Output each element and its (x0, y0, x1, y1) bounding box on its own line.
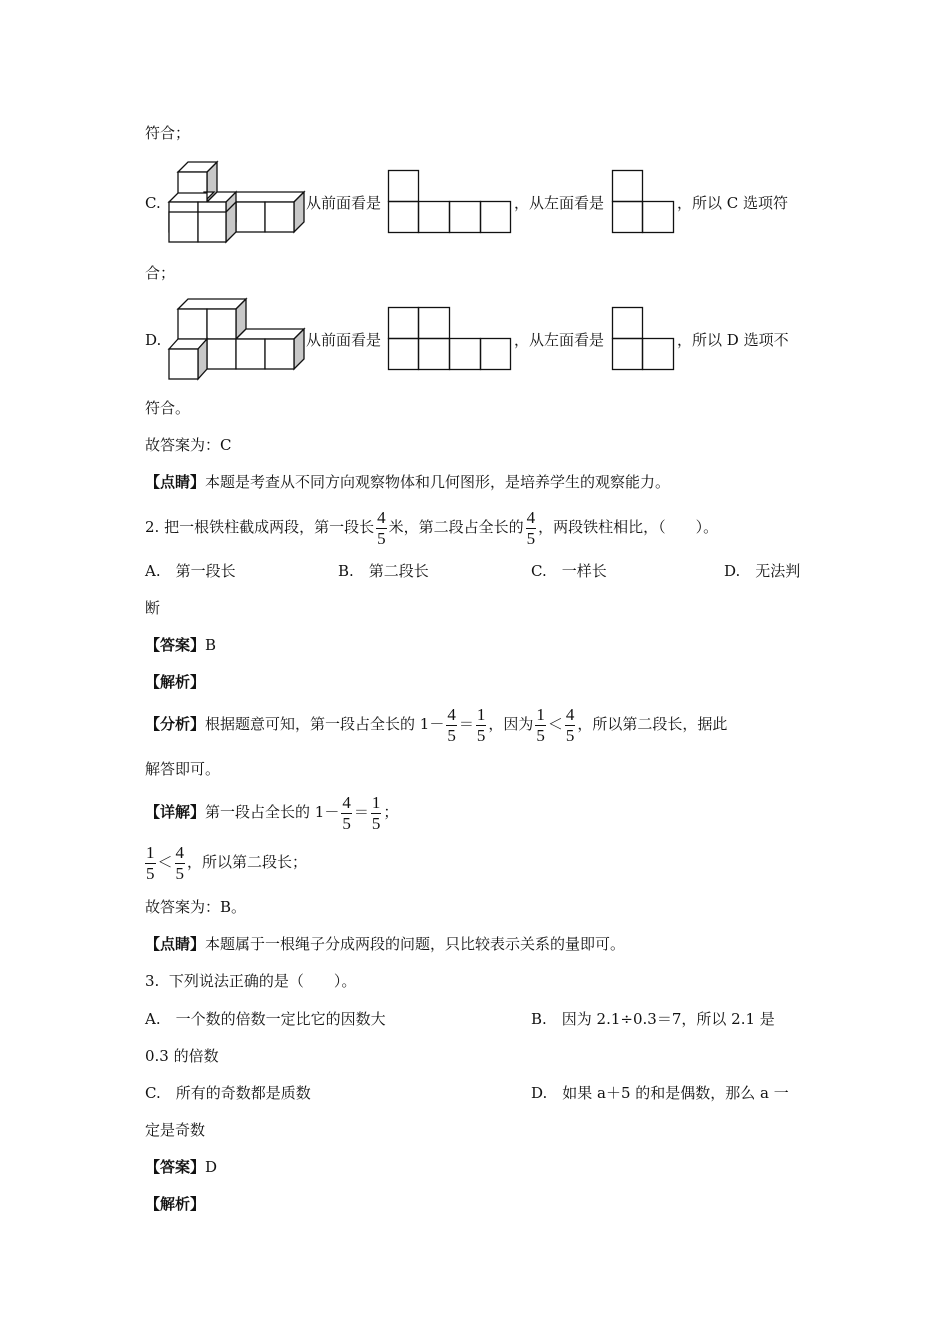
front-view-grid-c (388, 170, 512, 234)
left-view-grid-d (612, 307, 675, 371)
prev-dianjing (145, 472, 670, 492)
front-view-label-c: 从前面看是 (306, 194, 382, 212)
q2-option-b: B. 第二段长 (338, 562, 429, 580)
q3-option-a: A. 一个数的倍数一定比它的因数大 (145, 1010, 386, 1028)
q3-option-b-wrap: 0.3 的倍数 (145, 1047, 219, 1065)
q3-stem: 3. 下列说法正确的是（ ）。 (145, 972, 357, 990)
left-view-label-d: ，从左面看是 (514, 331, 605, 349)
q2-xiangjie: 【详解】第一段占全长的 1－ $\frac{4}{5}$ ＝ $\frac{1}{5}$ ； (145, 792, 399, 833)
option-c-conclusion: ，所以 C 选项符 (677, 194, 789, 212)
q2-option-d: D. 无法判 (724, 562, 801, 580)
cube-figure-c (165, 160, 310, 245)
q3-answer: 【答案】D (145, 1158, 218, 1176)
q3-option-c: C. 所有的奇数都是质数 (145, 1084, 311, 1102)
left-view-label-c: ，从左面看是 (514, 194, 605, 212)
q2-option-wrap: 断 (145, 599, 161, 617)
q2-stem-part2: 米，第二段占全长的 (388, 518, 524, 536)
q2-xiangjie-2: $\frac{1}{5}$ ＜ $\frac{4}{5}$ ，所以第二段长； (146, 842, 308, 883)
text-fuhe-2: 符合。 (145, 399, 191, 417)
q2-stem (145, 505, 718, 549)
q3-option-d: D. 如果 a＋5 的和是偶数，那么 a 一 (531, 1084, 789, 1102)
option-d-conclusion: ，所以 D 选项不 (677, 331, 789, 349)
q2-jiexi: 【解析】 (145, 673, 206, 691)
q2-answer-value: B (205, 636, 217, 654)
q2-number: 2. (145, 518, 160, 536)
text-fuhe-1: 符合； (145, 124, 191, 142)
q3-option-d-wrap: 定是奇数 (145, 1121, 206, 1139)
q2-fenxi: 【分析】根据题意可知，第一段占全长的 1－ $\frac{4}{5}$ ＝ $\frac{1}{5}$ ，因为 $\frac{1}{5}$ ＜ $\frac{4}{5}$ ，所以第二段长，据此 (145, 704, 728, 745)
left-view-grid-c (612, 170, 675, 234)
q3-option-b: B. 因为 2.1÷0.3＝7，所以 2.1 是 (531, 1010, 775, 1028)
q2-option-c: C. 一样长 (531, 562, 607, 580)
q2-final: 故答案为：B。 (145, 898, 247, 916)
q2-option-a: A. 第一段长 (145, 562, 236, 580)
fraction-four-fifths: $\frac{4}{5}$ (377, 507, 386, 548)
q2-stem-part1: 把一根铁柱截成两段，第一段长 (164, 518, 375, 536)
tag-dianjing: 【点睛】 (145, 473, 206, 491)
text-he: 合； (145, 264, 176, 282)
q2-stem-part3: ，两段铁柱相比，（ ）。 (538, 518, 719, 536)
q3-jiexi: 【解析】 (145, 1195, 206, 1213)
front-view-label-d: 从前面看是 (306, 331, 382, 349)
prev-answer: 故答案为：C (145, 436, 232, 454)
option-c-label: C. (145, 194, 161, 212)
fraction-four-fifths-2: $\frac{4}{5}$ (526, 507, 536, 548)
q2-answer: 【答案】B (145, 636, 217, 654)
q2-dianjing: 【点睛】本题属于一根绳子分成两段的问题，只比较表示关系的量即可。 (145, 935, 626, 953)
cube-figure-d (165, 298, 310, 380)
front-view-grid-d (388, 307, 512, 371)
prev-dianjing-text: 本题是考查从不同方向观察物体和几何图形，是培养学生的观察能力。 (205, 473, 671, 491)
option-d-label: D. (145, 331, 162, 349)
q2-fenxi-wrap: 解答即可。 (145, 760, 221, 778)
